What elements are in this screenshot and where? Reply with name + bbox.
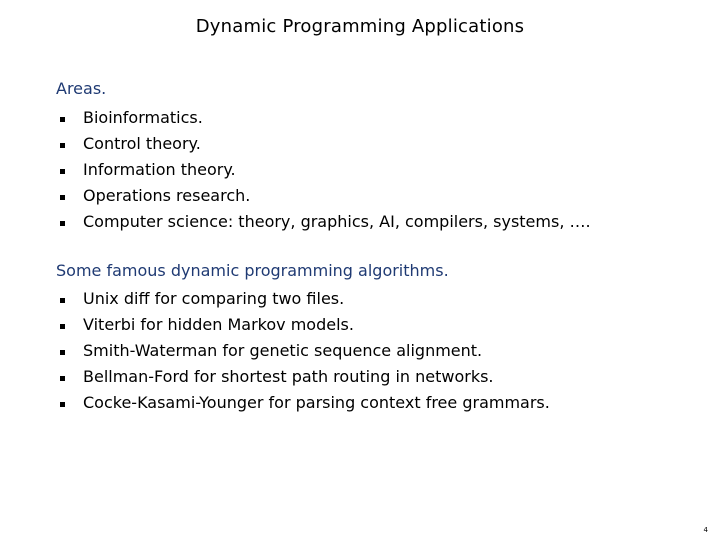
- list-item-text: Cocke-Kasami-Younger for parsing context free grammars.: [83, 392, 550, 412]
- bullet-icon: [60, 195, 65, 200]
- list-item: [58, 389, 550, 415]
- list-item-text: Viterbi for hidden Markov models.: [83, 314, 354, 334]
- list-item-text: Control theory.: [83, 133, 201, 153]
- list-item: [58, 104, 591, 130]
- list-item-text: Bioinformatics.: [83, 107, 203, 127]
- list-item: [58, 208, 591, 234]
- areas-list: [58, 104, 591, 234]
- list-item: [58, 311, 550, 337]
- list-item-text: Computer science: theory, graphics, AI, compilers, systems, ….: [83, 211, 591, 231]
- algorithms-list: [58, 285, 550, 415]
- list-item: [58, 337, 550, 363]
- list-item: [58, 156, 591, 182]
- list-item-text: Operations research.: [83, 185, 251, 205]
- list-item-text: Unix diff for comparing two files.: [83, 288, 345, 308]
- bullet-icon: [60, 402, 65, 407]
- list-item: [58, 130, 591, 156]
- bullet-icon: [60, 169, 65, 174]
- bullet-icon: [60, 143, 65, 148]
- section-heading-algorithms: Some famous dynamic programming algorithms.: [56, 261, 449, 280]
- bullet-icon: [60, 376, 65, 381]
- list-item-text: Bellman-Ford for shortest path routing in networks.: [83, 366, 494, 386]
- list-item: [58, 285, 550, 311]
- slide-title: Dynamic Programming Applications: [195, 16, 525, 37]
- bullet-icon: [60, 117, 65, 122]
- list-item: [58, 363, 550, 389]
- bullet-icon: [60, 298, 65, 303]
- list-item-text: Smith-Waterman for genetic sequence alignment.: [83, 340, 483, 360]
- bullet-icon: [60, 324, 65, 329]
- list-item-text: Information theory.: [83, 159, 236, 179]
- bullet-icon: [60, 350, 65, 355]
- list-item: [58, 182, 591, 208]
- page-number: 4: [703, 526, 708, 534]
- section-heading-areas: Areas.: [56, 79, 107, 98]
- bullet-icon: [60, 221, 65, 226]
